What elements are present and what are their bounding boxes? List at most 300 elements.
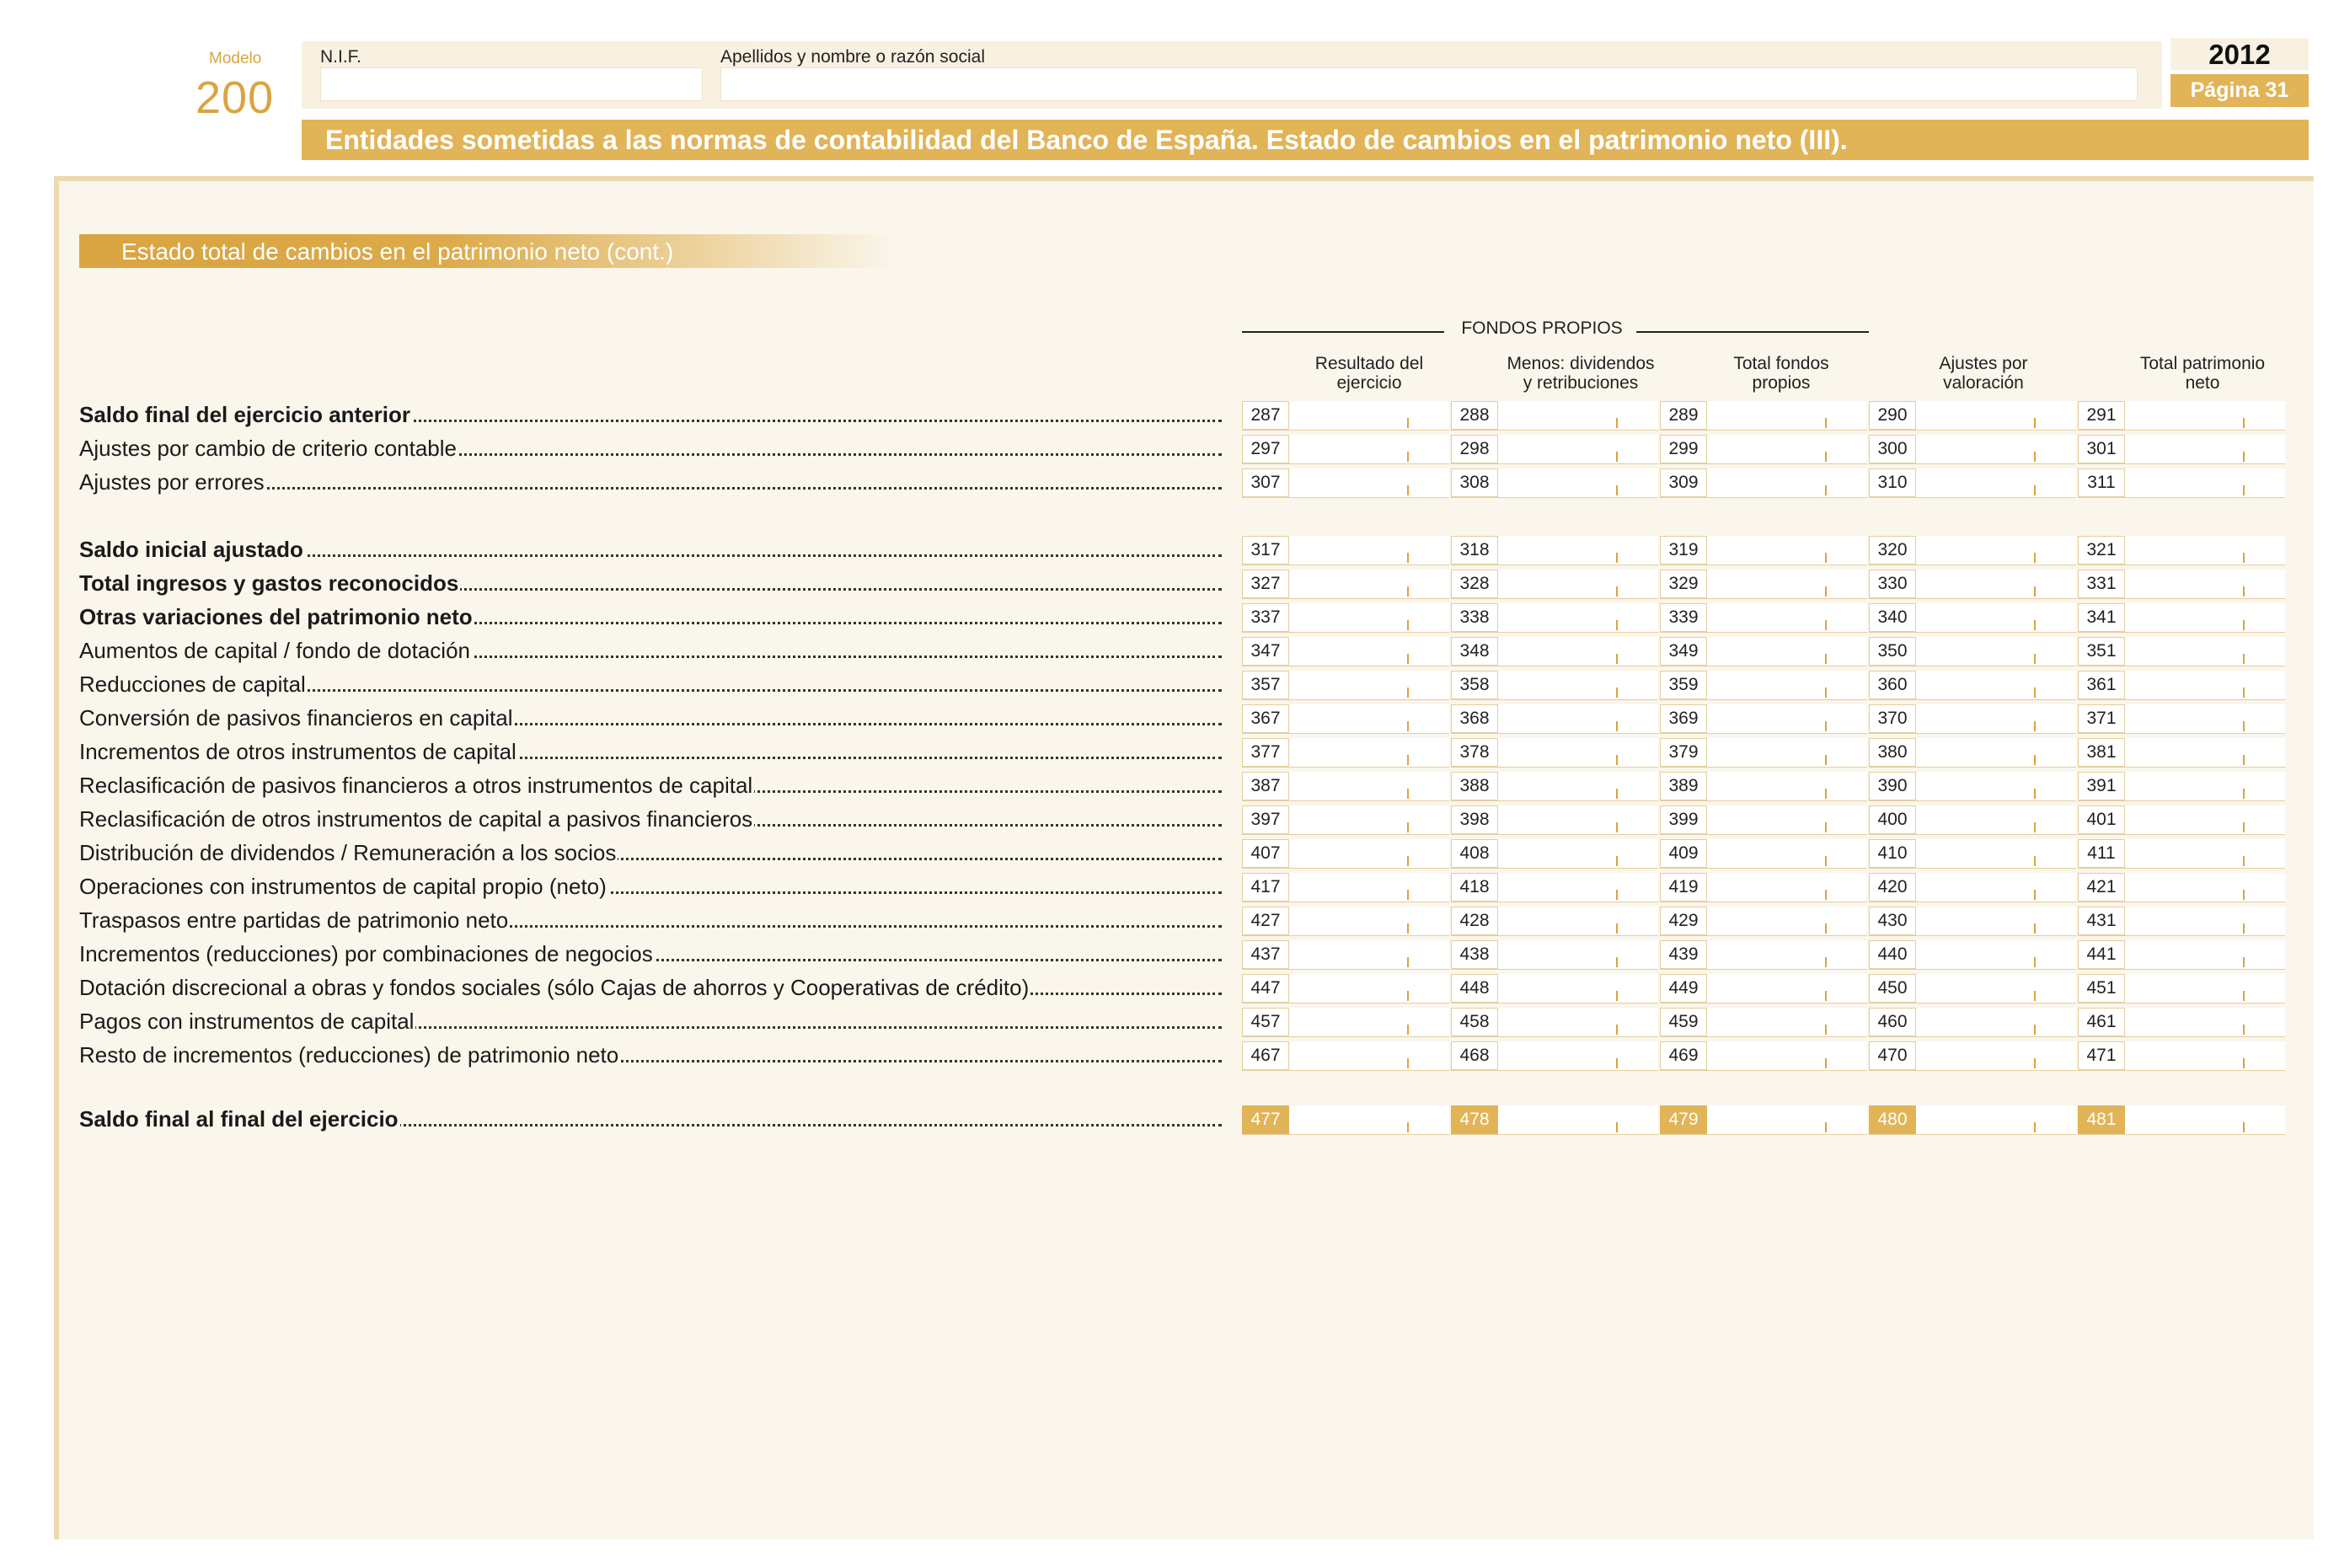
decimal-tick xyxy=(2034,654,2036,664)
column-header: Ajustes por valoración xyxy=(1939,354,2028,393)
amount-cell[interactable] xyxy=(1660,704,1867,734)
amount-cell[interactable] xyxy=(1451,873,1658,902)
amount-cell[interactable] xyxy=(1451,940,1658,970)
amount-cell[interactable] xyxy=(1660,637,1867,666)
amount-cell[interactable] xyxy=(1660,435,1867,464)
box-code: 480 xyxy=(1869,1105,1916,1134)
amount-cell[interactable] xyxy=(1869,1105,2076,1135)
amount-cell[interactable] xyxy=(2078,468,2285,498)
amount-cell[interactable] xyxy=(1869,637,2076,666)
box-code: 360 xyxy=(1869,671,1916,699)
amount-cell[interactable] xyxy=(1660,772,1867,801)
amount-cell[interactable] xyxy=(1660,468,1867,498)
decimal-tick xyxy=(2034,1058,2036,1068)
box-code: 387 xyxy=(1242,772,1289,800)
box-code: 419 xyxy=(1660,873,1707,902)
box-code: 390 xyxy=(1869,772,1916,800)
decimal-tick xyxy=(1825,789,1827,799)
decimal-tick xyxy=(2243,620,2245,630)
decimal-tick xyxy=(2243,1058,2245,1068)
box-code: 460 xyxy=(1869,1008,1916,1036)
amount-cell[interactable] xyxy=(1869,671,2076,700)
box-code: 361 xyxy=(2078,671,2125,699)
decimal-tick xyxy=(1616,654,1618,664)
amount-cell[interactable] xyxy=(1660,603,1867,633)
decimal-tick xyxy=(1616,620,1618,630)
amount-cell[interactable] xyxy=(1869,704,2076,734)
amount-cell[interactable] xyxy=(2078,738,2285,768)
row-label-text: Ajustes por errores xyxy=(79,469,265,495)
section-title: Estado total de cambios en el patrimonio neto (cont.) xyxy=(121,238,674,265)
amount-cell[interactable] xyxy=(1242,873,1449,902)
amount-cell[interactable] xyxy=(1660,940,1867,970)
column-header: Resultado del ejercicio xyxy=(1314,354,1424,393)
amount-cell[interactable] xyxy=(1451,435,1658,464)
row-label-text: Saldo final del ejercicio anterior xyxy=(79,402,411,427)
decimal-tick xyxy=(1616,418,1618,428)
decimal-tick xyxy=(2034,485,2036,495)
box-code: 347 xyxy=(1242,637,1289,666)
amount-cell[interactable] xyxy=(1242,468,1449,498)
amount-cell[interactable] xyxy=(1242,1008,1449,1037)
amount-cell[interactable] xyxy=(1869,805,2076,835)
decimal-tick xyxy=(2243,721,2245,731)
box-code: 410 xyxy=(1869,839,1916,868)
row-label xyxy=(79,402,1222,428)
row-label-text: Total ingresos y gastos reconocidos xyxy=(79,570,459,596)
decimal-tick xyxy=(2034,1122,2036,1132)
amount-cell[interactable] xyxy=(1869,603,2076,633)
decimal-tick xyxy=(1407,452,1409,462)
decimal-tick xyxy=(1825,721,1827,731)
amount-cell[interactable] xyxy=(2078,772,2285,801)
box-code: 479 xyxy=(1660,1105,1707,1134)
box-code: 457 xyxy=(1242,1008,1289,1036)
amount-cell[interactable] xyxy=(1451,738,1658,768)
decimal-tick xyxy=(2243,452,2245,462)
row-label xyxy=(79,874,1222,900)
box-code: 420 xyxy=(1869,873,1916,902)
decimal-tick xyxy=(2034,789,2036,799)
amount-cell[interactable] xyxy=(2078,1105,2285,1135)
amount-cell[interactable] xyxy=(1451,974,1658,1003)
box-code: 329 xyxy=(1660,570,1707,598)
decimal-tick xyxy=(1825,822,1827,832)
decimal-tick xyxy=(2034,688,2036,698)
amount-cell[interactable] xyxy=(1242,637,1449,666)
decimal-tick xyxy=(1616,991,1618,1001)
box-code: 330 xyxy=(1869,570,1916,598)
page-number: Página 31 xyxy=(2170,74,2309,107)
row-label-text: Incrementos de otros instrumentos de capital xyxy=(79,739,517,764)
row-label xyxy=(79,739,1222,765)
amount-cell[interactable] xyxy=(2078,974,2285,1003)
amount-cell[interactable] xyxy=(1242,603,1449,633)
decimal-tick xyxy=(1825,620,1827,630)
decimal-tick xyxy=(1616,890,1618,900)
box-code: 467 xyxy=(1242,1041,1289,1070)
nif-label: N.I.F. xyxy=(320,47,362,67)
box-code: 421 xyxy=(2078,873,2125,902)
amount-cell[interactable] xyxy=(1660,839,1867,869)
decimal-tick xyxy=(1407,418,1409,428)
decimal-tick xyxy=(2034,620,2036,630)
amount-cell[interactable] xyxy=(2078,873,2285,902)
box-code: 449 xyxy=(1660,974,1707,1003)
row-label-text: Distribución de dividendos / Remuneración a los socios xyxy=(79,840,617,865)
box-code: 300 xyxy=(1869,435,1916,463)
name-label: Apellidos y nombre o razón social xyxy=(720,47,985,67)
box-code: 469 xyxy=(1660,1041,1707,1070)
box-code: 459 xyxy=(1660,1008,1707,1036)
row-label-text: Saldo final al final del ejercicio xyxy=(79,1106,399,1132)
name-field[interactable] xyxy=(720,67,2138,101)
row-label xyxy=(79,469,1222,495)
amount-cell[interactable] xyxy=(2078,940,2285,970)
amount-cell[interactable] xyxy=(1242,536,1449,565)
decimal-tick xyxy=(1407,789,1409,799)
box-code: 367 xyxy=(1242,704,1289,733)
amount-cell[interactable] xyxy=(1242,772,1449,801)
decimal-tick xyxy=(1407,721,1409,731)
box-code: 380 xyxy=(1869,738,1916,767)
row-label-text: Operaciones con instrumentos de capital propio (neto) xyxy=(79,874,607,899)
amount-cell[interactable] xyxy=(1869,401,2076,431)
amount-cell[interactable] xyxy=(1451,671,1658,700)
row-label xyxy=(79,672,1222,698)
amount-cell[interactable] xyxy=(1451,570,1658,599)
amount-cell[interactable] xyxy=(1451,637,1658,666)
decimal-tick xyxy=(2034,957,2036,967)
box-code: 328 xyxy=(1451,570,1498,598)
decimal-tick xyxy=(2243,856,2245,866)
box-code: 378 xyxy=(1451,738,1498,767)
box-code: 307 xyxy=(1242,468,1289,497)
row-label xyxy=(79,1042,1222,1068)
box-code: 448 xyxy=(1451,974,1498,1003)
decimal-tick xyxy=(2034,923,2036,934)
amount-cell[interactable] xyxy=(1660,1105,1867,1135)
decimal-tick xyxy=(2243,418,2245,428)
decimal-tick xyxy=(2243,586,2245,597)
box-code: 438 xyxy=(1451,940,1498,969)
amount-cell[interactable] xyxy=(2078,671,2285,700)
amount-cell[interactable] xyxy=(1660,738,1867,768)
row-label xyxy=(79,840,1222,866)
amount-cell[interactable] xyxy=(1869,974,2076,1003)
decimal-tick xyxy=(1407,1122,1409,1132)
box-code: 427 xyxy=(1242,907,1289,935)
decimal-tick xyxy=(2034,586,2036,597)
row-label xyxy=(79,773,1222,799)
box-code: 461 xyxy=(2078,1008,2125,1036)
amount-cell[interactable] xyxy=(1869,940,2076,970)
amount-cell[interactable] xyxy=(1869,772,2076,801)
decimal-tick xyxy=(1616,856,1618,866)
amount-cell[interactable] xyxy=(1242,401,1449,431)
decimal-tick xyxy=(2243,890,2245,900)
amount-cell[interactable] xyxy=(1242,1105,1449,1135)
decimal-tick xyxy=(1825,418,1827,428)
decimal-tick xyxy=(2243,485,2245,495)
amount-cell[interactable] xyxy=(2078,839,2285,869)
box-code: 350 xyxy=(1869,637,1916,666)
amount-cell[interactable] xyxy=(1242,907,1449,936)
amount-cell[interactable] xyxy=(1242,839,1449,869)
box-code: 417 xyxy=(1242,873,1289,902)
column-header: Menos: dividendos y retribuciones xyxy=(1507,354,1655,393)
row-label xyxy=(79,1009,1222,1035)
box-code: 411 xyxy=(2078,839,2125,868)
decimal-tick xyxy=(2243,923,2245,934)
amount-cell[interactable] xyxy=(2078,401,2285,431)
page-title: Entidades sometidas a las normas de contabilidad del Banco de España. Estado de cambios en el patrimonio neto (III). xyxy=(325,125,1848,155)
amount-cell[interactable] xyxy=(1451,468,1658,498)
amount-cell[interactable] xyxy=(1242,738,1449,768)
box-code: 370 xyxy=(1869,704,1916,733)
box-code: 289 xyxy=(1660,401,1707,430)
decimal-tick xyxy=(1825,991,1827,1001)
amount-cell[interactable] xyxy=(1451,1041,1658,1071)
box-code: 318 xyxy=(1451,536,1498,565)
row-label xyxy=(79,537,1222,563)
decimal-tick xyxy=(1616,822,1618,832)
decimal-tick xyxy=(1616,1122,1618,1132)
amount-cell[interactable] xyxy=(2078,1008,2285,1037)
amount-cell[interactable] xyxy=(2078,704,2285,734)
box-code: 398 xyxy=(1451,805,1498,834)
box-code: 468 xyxy=(1451,1041,1498,1070)
decimal-tick xyxy=(1825,890,1827,900)
row-label xyxy=(79,975,1222,1001)
amount-cell[interactable] xyxy=(1242,435,1449,464)
box-code: 290 xyxy=(1869,401,1916,430)
amount-cell[interactable] xyxy=(1451,603,1658,633)
box-code: 301 xyxy=(2078,435,2125,463)
decimal-tick xyxy=(1407,890,1409,900)
decimal-tick xyxy=(1407,1025,1409,1035)
box-code: 471 xyxy=(2078,1041,2125,1070)
decimal-tick xyxy=(2243,654,2245,664)
fondos-line-left xyxy=(1242,331,1444,333)
amount-cell[interactable] xyxy=(1660,1008,1867,1037)
decimal-tick xyxy=(1407,822,1409,832)
box-code: 349 xyxy=(1660,637,1707,666)
decimal-tick xyxy=(1616,485,1618,495)
decimal-tick xyxy=(1825,1025,1827,1035)
amount-cell[interactable] xyxy=(1660,570,1867,599)
amount-cell[interactable] xyxy=(1451,1105,1658,1135)
box-code: 357 xyxy=(1242,671,1289,699)
box-code: 299 xyxy=(1660,435,1707,463)
box-code: 437 xyxy=(1242,940,1289,969)
decimal-tick xyxy=(1616,755,1618,765)
row-label-text: Ajustes por cambio de criterio contable xyxy=(79,436,458,461)
amount-cell[interactable] xyxy=(2078,637,2285,666)
box-code: 477 xyxy=(1242,1105,1289,1134)
box-code: 418 xyxy=(1451,873,1498,902)
amount-cell[interactable] xyxy=(1660,974,1867,1003)
decimal-tick xyxy=(2243,789,2245,799)
decimal-tick xyxy=(1407,755,1409,765)
decimal-tick xyxy=(1407,688,1409,698)
amount-cell[interactable] xyxy=(1869,738,2076,768)
decimal-tick xyxy=(2034,721,2036,731)
amount-cell[interactable] xyxy=(1451,839,1658,869)
decimal-tick xyxy=(1616,1025,1618,1035)
row-label-text: Conversión de pasivos financieros en capital xyxy=(79,705,513,730)
box-code: 439 xyxy=(1660,940,1707,969)
decimal-tick xyxy=(1616,688,1618,698)
amount-cell[interactable] xyxy=(1451,1008,1658,1037)
amount-cell[interactable] xyxy=(1451,704,1658,734)
amount-cell[interactable] xyxy=(1242,974,1449,1003)
amount-cell[interactable] xyxy=(1242,805,1449,835)
amount-cell[interactable] xyxy=(1869,435,2076,464)
box-code: 391 xyxy=(2078,772,2125,800)
row-label-text: Reducciones de capital xyxy=(79,672,306,697)
box-code: 388 xyxy=(1451,772,1498,800)
box-code: 407 xyxy=(1242,839,1289,868)
decimal-tick xyxy=(2034,890,2036,900)
box-code: 351 xyxy=(2078,637,2125,666)
box-code: 397 xyxy=(1242,805,1289,834)
nif-field[interactable] xyxy=(320,67,703,101)
box-code: 339 xyxy=(1660,603,1707,632)
decimal-tick xyxy=(1407,485,1409,495)
amount-cell[interactable] xyxy=(1451,907,1658,936)
amount-cell[interactable] xyxy=(1660,1041,1867,1071)
amount-cell[interactable] xyxy=(1869,1008,2076,1037)
amount-cell[interactable] xyxy=(2078,435,2285,464)
box-code: 291 xyxy=(2078,401,2125,430)
amount-cell[interactable] xyxy=(1660,671,1867,700)
modelo-label: Modelo xyxy=(209,50,262,67)
amount-cell[interactable] xyxy=(1660,401,1867,431)
decimal-tick xyxy=(1407,620,1409,630)
amount-cell[interactable] xyxy=(2078,603,2285,633)
decimal-tick xyxy=(1616,553,1618,563)
decimal-tick xyxy=(1407,553,1409,563)
row-label-text: Pagos con instrumentos de capital xyxy=(79,1009,415,1034)
amount-cell[interactable] xyxy=(1451,805,1658,835)
decimal-tick xyxy=(1407,991,1409,1001)
decimal-tick xyxy=(1825,755,1827,765)
row-label xyxy=(79,604,1222,630)
box-code: 311 xyxy=(2078,468,2125,497)
amount-cell[interactable] xyxy=(1869,873,2076,902)
box-code: 321 xyxy=(2078,536,2125,565)
box-code: 409 xyxy=(1660,839,1707,868)
row-label-text: Otras variaciones del patrimonio neto xyxy=(79,604,473,629)
box-code: 327 xyxy=(1242,570,1289,598)
amount-cell[interactable] xyxy=(2078,570,2285,599)
amount-cell[interactable] xyxy=(1660,805,1867,835)
amount-cell[interactable] xyxy=(1869,468,2076,498)
decimal-tick xyxy=(1616,721,1618,731)
box-code: 320 xyxy=(1869,536,1916,565)
amount-cell[interactable] xyxy=(2078,1041,2285,1071)
decimal-tick xyxy=(1825,586,1827,597)
amount-cell[interactable] xyxy=(1869,1041,2076,1071)
decimal-tick xyxy=(2243,957,2245,967)
box-code: 441 xyxy=(2078,940,2125,969)
box-code: 401 xyxy=(2078,805,2125,834)
box-code: 408 xyxy=(1451,839,1498,868)
decimal-tick xyxy=(2034,822,2036,832)
decimal-tick xyxy=(1825,856,1827,866)
row-label-text: Saldo inicial ajustado xyxy=(79,537,303,562)
row-label xyxy=(79,806,1222,832)
decimal-tick xyxy=(1616,452,1618,462)
amount-cell[interactable] xyxy=(1660,536,1867,565)
amount-cell[interactable] xyxy=(1451,401,1658,431)
decimal-tick xyxy=(1407,1058,1409,1068)
row-label xyxy=(79,570,1222,597)
amount-cell[interactable] xyxy=(1242,671,1449,700)
box-code: 440 xyxy=(1869,940,1916,969)
amount-cell[interactable] xyxy=(1242,704,1449,734)
amount-cell[interactable] xyxy=(2078,536,2285,565)
box-code: 451 xyxy=(2078,974,2125,1003)
title-bar xyxy=(302,120,2309,160)
box-code: 298 xyxy=(1451,435,1498,463)
amount-cell[interactable] xyxy=(1869,839,2076,869)
box-code: 359 xyxy=(1660,671,1707,699)
box-code: 358 xyxy=(1451,671,1498,699)
decimal-tick xyxy=(2243,1025,2245,1035)
decimal-tick xyxy=(1825,654,1827,664)
box-code: 428 xyxy=(1451,907,1498,935)
row-label-text: Incrementos (reducciones) por combinaciones de negocios xyxy=(79,941,653,966)
box-code: 447 xyxy=(1242,974,1289,1003)
amount-cell[interactable] xyxy=(1869,536,2076,565)
decimal-tick xyxy=(1616,1058,1618,1068)
box-code: 470 xyxy=(1869,1041,1916,1070)
amount-cell[interactable] xyxy=(2078,805,2285,835)
decimal-tick xyxy=(2034,418,2036,428)
amount-cell[interactable] xyxy=(1869,570,2076,599)
amount-cell[interactable] xyxy=(1242,570,1449,599)
box-code: 288 xyxy=(1451,401,1498,430)
row-label xyxy=(79,1106,1222,1132)
modelo-number: 200 xyxy=(195,72,275,123)
amount-cell[interactable] xyxy=(1660,873,1867,902)
amount-cell[interactable] xyxy=(1242,940,1449,970)
decimal-tick xyxy=(1825,957,1827,967)
decimal-tick xyxy=(2243,991,2245,1001)
box-code: 308 xyxy=(1451,468,1498,497)
box-code: 478 xyxy=(1451,1105,1498,1134)
box-code: 319 xyxy=(1660,536,1707,565)
decimal-tick xyxy=(2243,688,2245,698)
row-label-text: Dotación discrecional a obras y fondos sociales (sólo Cajas de ahorros y Cooperativas de crédito) xyxy=(79,975,1030,1000)
amount-cell[interactable] xyxy=(1451,772,1658,801)
box-code: 338 xyxy=(1451,603,1498,632)
section-bar xyxy=(79,234,897,268)
row-label-text: Aumentos de capital / fondo de dotación xyxy=(79,638,470,663)
amount-cell[interactable] xyxy=(1869,907,2076,936)
row-label xyxy=(79,941,1222,967)
decimal-tick xyxy=(1616,789,1618,799)
box-code: 340 xyxy=(1869,603,1916,632)
decimal-tick xyxy=(2243,755,2245,765)
box-code: 287 xyxy=(1242,401,1289,430)
amount-cell[interactable] xyxy=(1451,536,1658,565)
amount-cell[interactable] xyxy=(1242,1041,1449,1071)
amount-cell[interactable] xyxy=(1660,907,1867,936)
amount-cell[interactable] xyxy=(2078,907,2285,936)
